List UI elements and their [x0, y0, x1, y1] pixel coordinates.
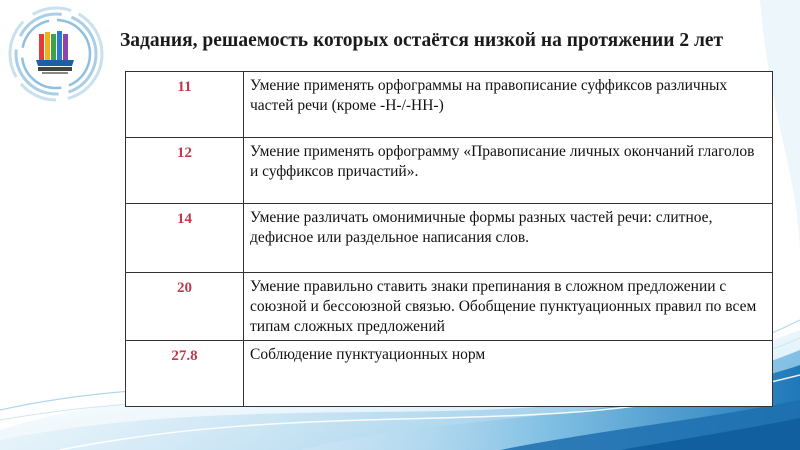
- table-row: [126, 72, 773, 138]
- task-description: Умение правильно ставить знаки препинания в сложном предложении с союзной и бессоюзной связью. Обобщение пунктуационных правил по всем типам сложных предложений: [244, 273, 773, 341]
- tasks-table: [125, 71, 773, 407]
- task-description: Умение применять орфограммы на правописание суффиксов различных частей речи (кроме -Н-/-НН-): [244, 72, 773, 138]
- task-number: 11: [126, 72, 244, 138]
- task-number: 27.8: [126, 341, 244, 407]
- task-description: Умение различать омонимичные формы разных частей речи: слитное, дефисное или раздельное написания слов.: [244, 204, 773, 273]
- task-number: 14: [126, 204, 244, 273]
- task-number: 12: [126, 138, 244, 204]
- table-row: [126, 341, 773, 407]
- table-row: [126, 138, 773, 204]
- task-description: Умение применять орфограмму «Правописание личных окончаний глаголов и суффиксов причастий».: [244, 138, 773, 204]
- table-row: [126, 273, 773, 341]
- page-title: Задания, решаемость которых остаётся низкой на протяжении 2 лет: [120, 30, 724, 51]
- table-row: [126, 204, 773, 273]
- task-description: Соблюдение пунктуационных норм: [244, 341, 773, 407]
- education-logo-icon: [6, 4, 106, 104]
- task-number: 20: [126, 273, 244, 341]
